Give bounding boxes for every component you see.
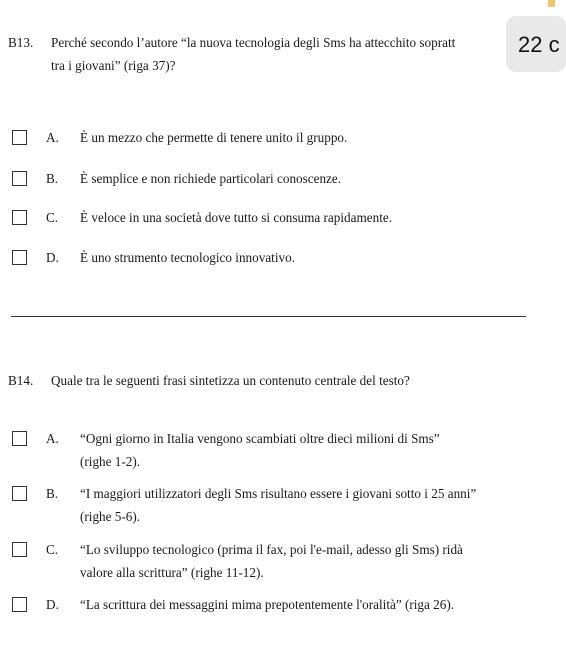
option-b14-a[interactable] bbox=[12, 429, 532, 473]
checkbox-b14-b[interactable] bbox=[12, 486, 27, 501]
checkbox-b13-c[interactable] bbox=[12, 210, 27, 225]
option-b14-d[interactable] bbox=[12, 595, 532, 615]
question-b14-number: B14. bbox=[8, 373, 34, 388]
checkbox-b14-c[interactable] bbox=[12, 542, 27, 557]
option-text-line1: “Lo sviluppo tecnologico (prima il fax, poi l'e-mail, adesso gli Sms) ridà bbox=[80, 542, 463, 557]
checkbox-b13-d[interactable] bbox=[12, 250, 27, 265]
question-b13 bbox=[8, 33, 508, 75]
corner-marker bbox=[548, 0, 555, 7]
page-badge: 22 c bbox=[506, 16, 566, 72]
question-b13-number: B13. bbox=[8, 35, 34, 50]
option-letter: A. bbox=[46, 431, 59, 446]
option-text: “La scrittura dei messaggini mima prepotentemente l'oralità” (riga 26). bbox=[80, 597, 455, 612]
option-b13-a[interactable] bbox=[12, 128, 512, 148]
option-text-line2: valore alla scrittura” (righe 11-12). bbox=[80, 565, 264, 580]
option-text: È uno strumento tecnologico innovativo. bbox=[80, 250, 295, 265]
option-letter: A. bbox=[46, 130, 59, 145]
question-b14 bbox=[8, 371, 528, 390]
option-b14-c[interactable] bbox=[12, 540, 532, 584]
checkbox-b13-a[interactable] bbox=[12, 130, 27, 145]
option-text bbox=[80, 429, 440, 472]
option-b13-c[interactable] bbox=[12, 208, 512, 228]
option-letter: C. bbox=[46, 542, 59, 557]
question-b13-text: Perché secondo l’autore “la nuova tecnologia degli Sms ha attecchito sopratt bbox=[51, 35, 456, 50]
option-b13-d[interactable] bbox=[12, 248, 512, 268]
option-text bbox=[80, 540, 463, 583]
option-text-line1: “I maggiori utilizzatori degli Sms risultano essere i giovani sotto i 25 anni” bbox=[80, 486, 477, 501]
question-b14-line1 bbox=[8, 371, 528, 390]
option-text-line2: (righe 5-6). bbox=[80, 509, 141, 524]
question-b13-text-continued: tra i giovani” (riga 37)? bbox=[51, 58, 176, 73]
question-b13-line1 bbox=[8, 33, 508, 52]
checkbox-b13-b[interactable] bbox=[12, 171, 27, 186]
option-b13-b[interactable] bbox=[12, 169, 512, 189]
option-letter: D. bbox=[46, 597, 59, 612]
option-text-line2: (righe 1-2). bbox=[80, 454, 141, 469]
option-b14-b[interactable] bbox=[12, 484, 532, 528]
option-text: È un mezzo che permette di tenere unito il gruppo. bbox=[80, 130, 348, 145]
checkbox-b14-d[interactable] bbox=[12, 597, 27, 612]
checkbox-b14-a[interactable] bbox=[12, 431, 27, 446]
section-divider bbox=[11, 316, 526, 317]
option-letter: D. bbox=[46, 250, 59, 265]
option-text: È veloce in una società dove tutto si consuma rapidamente. bbox=[80, 210, 393, 225]
option-letter: B. bbox=[46, 171, 59, 186]
option-letter: B. bbox=[46, 486, 59, 501]
option-text: È semplice e non richiede particolari conoscenze. bbox=[80, 171, 342, 186]
option-text bbox=[80, 484, 476, 527]
option-letter: C. bbox=[46, 210, 59, 225]
question-b14-text: Quale tra le seguenti frasi sintetizza un contenuto centrale del testo? bbox=[51, 373, 410, 388]
option-text-line1: “Ogni giorno in Italia vengono scambiati oltre dieci milioni di Sms” bbox=[80, 431, 440, 446]
